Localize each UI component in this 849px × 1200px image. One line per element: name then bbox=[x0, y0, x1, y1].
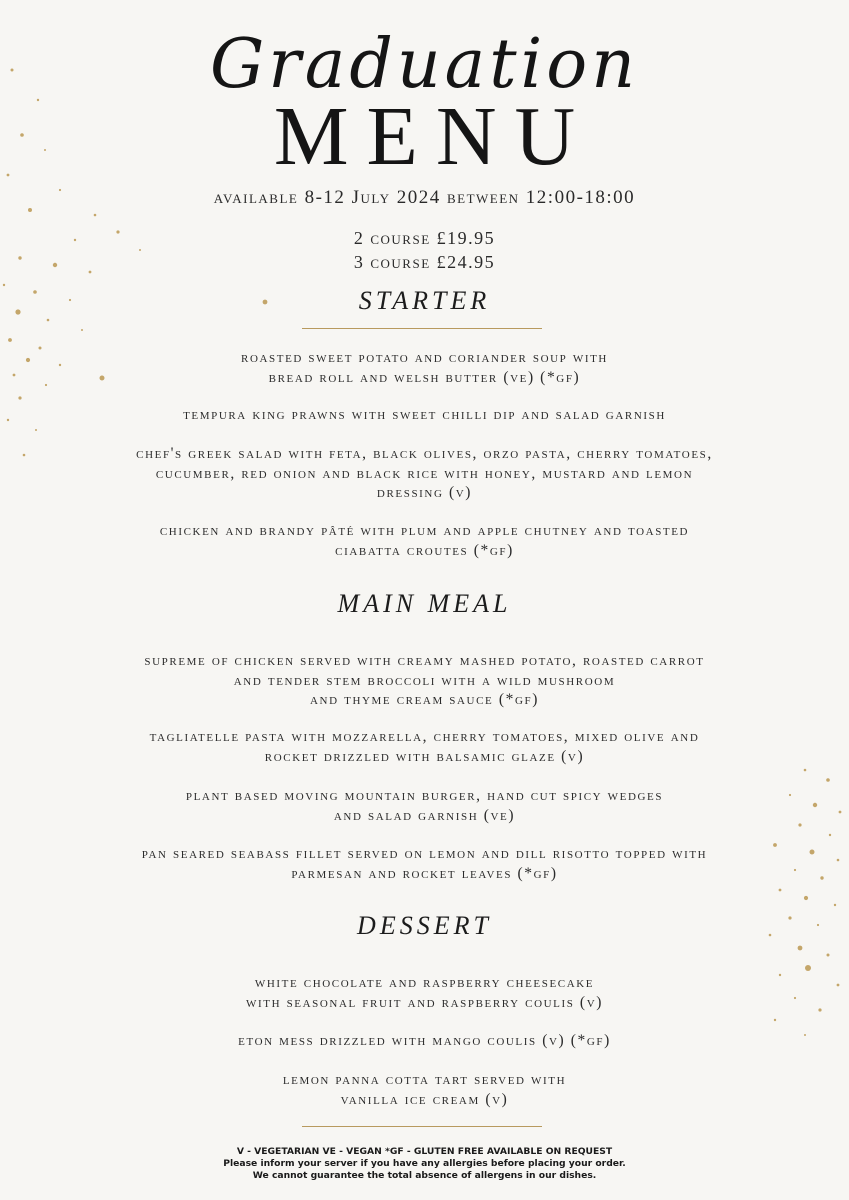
allergen-disclaimer: We cannot guarantee the total absence of allergens in our dishes. bbox=[252, 1170, 597, 1181]
main-item-seabass: pan seared seabass fillet served on lemon and dill risotto topped with parmesan and rocket leaves (*gf) bbox=[141, 845, 708, 882]
starter-item-prawns: tempura king prawns with sweet chilli dip and salad garnish bbox=[183, 406, 666, 423]
starter-item-soup: roasted sweet potato and coriander soup with bread roll and welsh butter (ve) (*gf) bbox=[241, 349, 608, 386]
main-item-burger: plant based moving mountain burger, hand cut spicy wedges and salad garnish (ve) bbox=[185, 787, 664, 824]
starter-item-pate: chicken and brandy pâté with plum and apple chutney and toasted ciabatta croutes (*gf) bbox=[159, 522, 690, 559]
main-item-chicken: supreme of chicken served with creamy mashed potato, roasted carrot and tender stem broccoli with a wild mushroom and thyme cream sauce (*gf) bbox=[144, 652, 705, 708]
main-item-tagliatelle: tagliatelle pasta with mozzarella, cherry tomatoes, mixed olive and rocket drizzled with balsamic glaze (v) bbox=[149, 728, 700, 765]
price-two-course: 2 course £19.95 bbox=[353, 228, 496, 248]
section-divider bbox=[302, 328, 542, 329]
dessert-item-eton-mess: eton mess drizzled with mango coulis (v) (*gf) bbox=[238, 1032, 611, 1049]
allergen-footer bbox=[0, 1146, 849, 1182]
menu-title: MENU bbox=[273, 90, 594, 183]
dessert-item-cheesecake: white chocolate and raspberry cheesecake with seasonal fruit and raspberry coulis (v) bbox=[246, 974, 603, 1011]
availability-text: available 8-12 July 2024 between 12:00-18:00 bbox=[213, 187, 636, 208]
section-heading-starter: STARTER bbox=[358, 286, 491, 315]
section-heading-main-meal: MAIN MEAL bbox=[337, 589, 512, 618]
dessert-item-panna-cotta: lemon panna cotta tart served with vanilla ice cream (v) bbox=[282, 1071, 567, 1108]
allergy-notice: Please inform your server if you have any allergies before placing your order. bbox=[223, 1158, 626, 1169]
graduation-script-title: Graduation bbox=[209, 25, 640, 104]
footer-divider bbox=[302, 1126, 542, 1127]
price-list bbox=[0, 226, 849, 274]
dietary-legend: V - VEGETARIAN VE - VEGAN *GF - GLUTEN FREE AVAILABLE ON REQUEST bbox=[236, 1146, 613, 1157]
starter-item-greek-salad: chef's greek salad with feta, black olives, orzo pasta, cherry tomatoes, cucumber, red onion and black rice with honey, mustard and lemon dressing (v) bbox=[136, 445, 713, 501]
section-heading-dessert: DESSERT bbox=[357, 911, 492, 940]
price-three-course: 3 course £24.95 bbox=[353, 252, 496, 272]
